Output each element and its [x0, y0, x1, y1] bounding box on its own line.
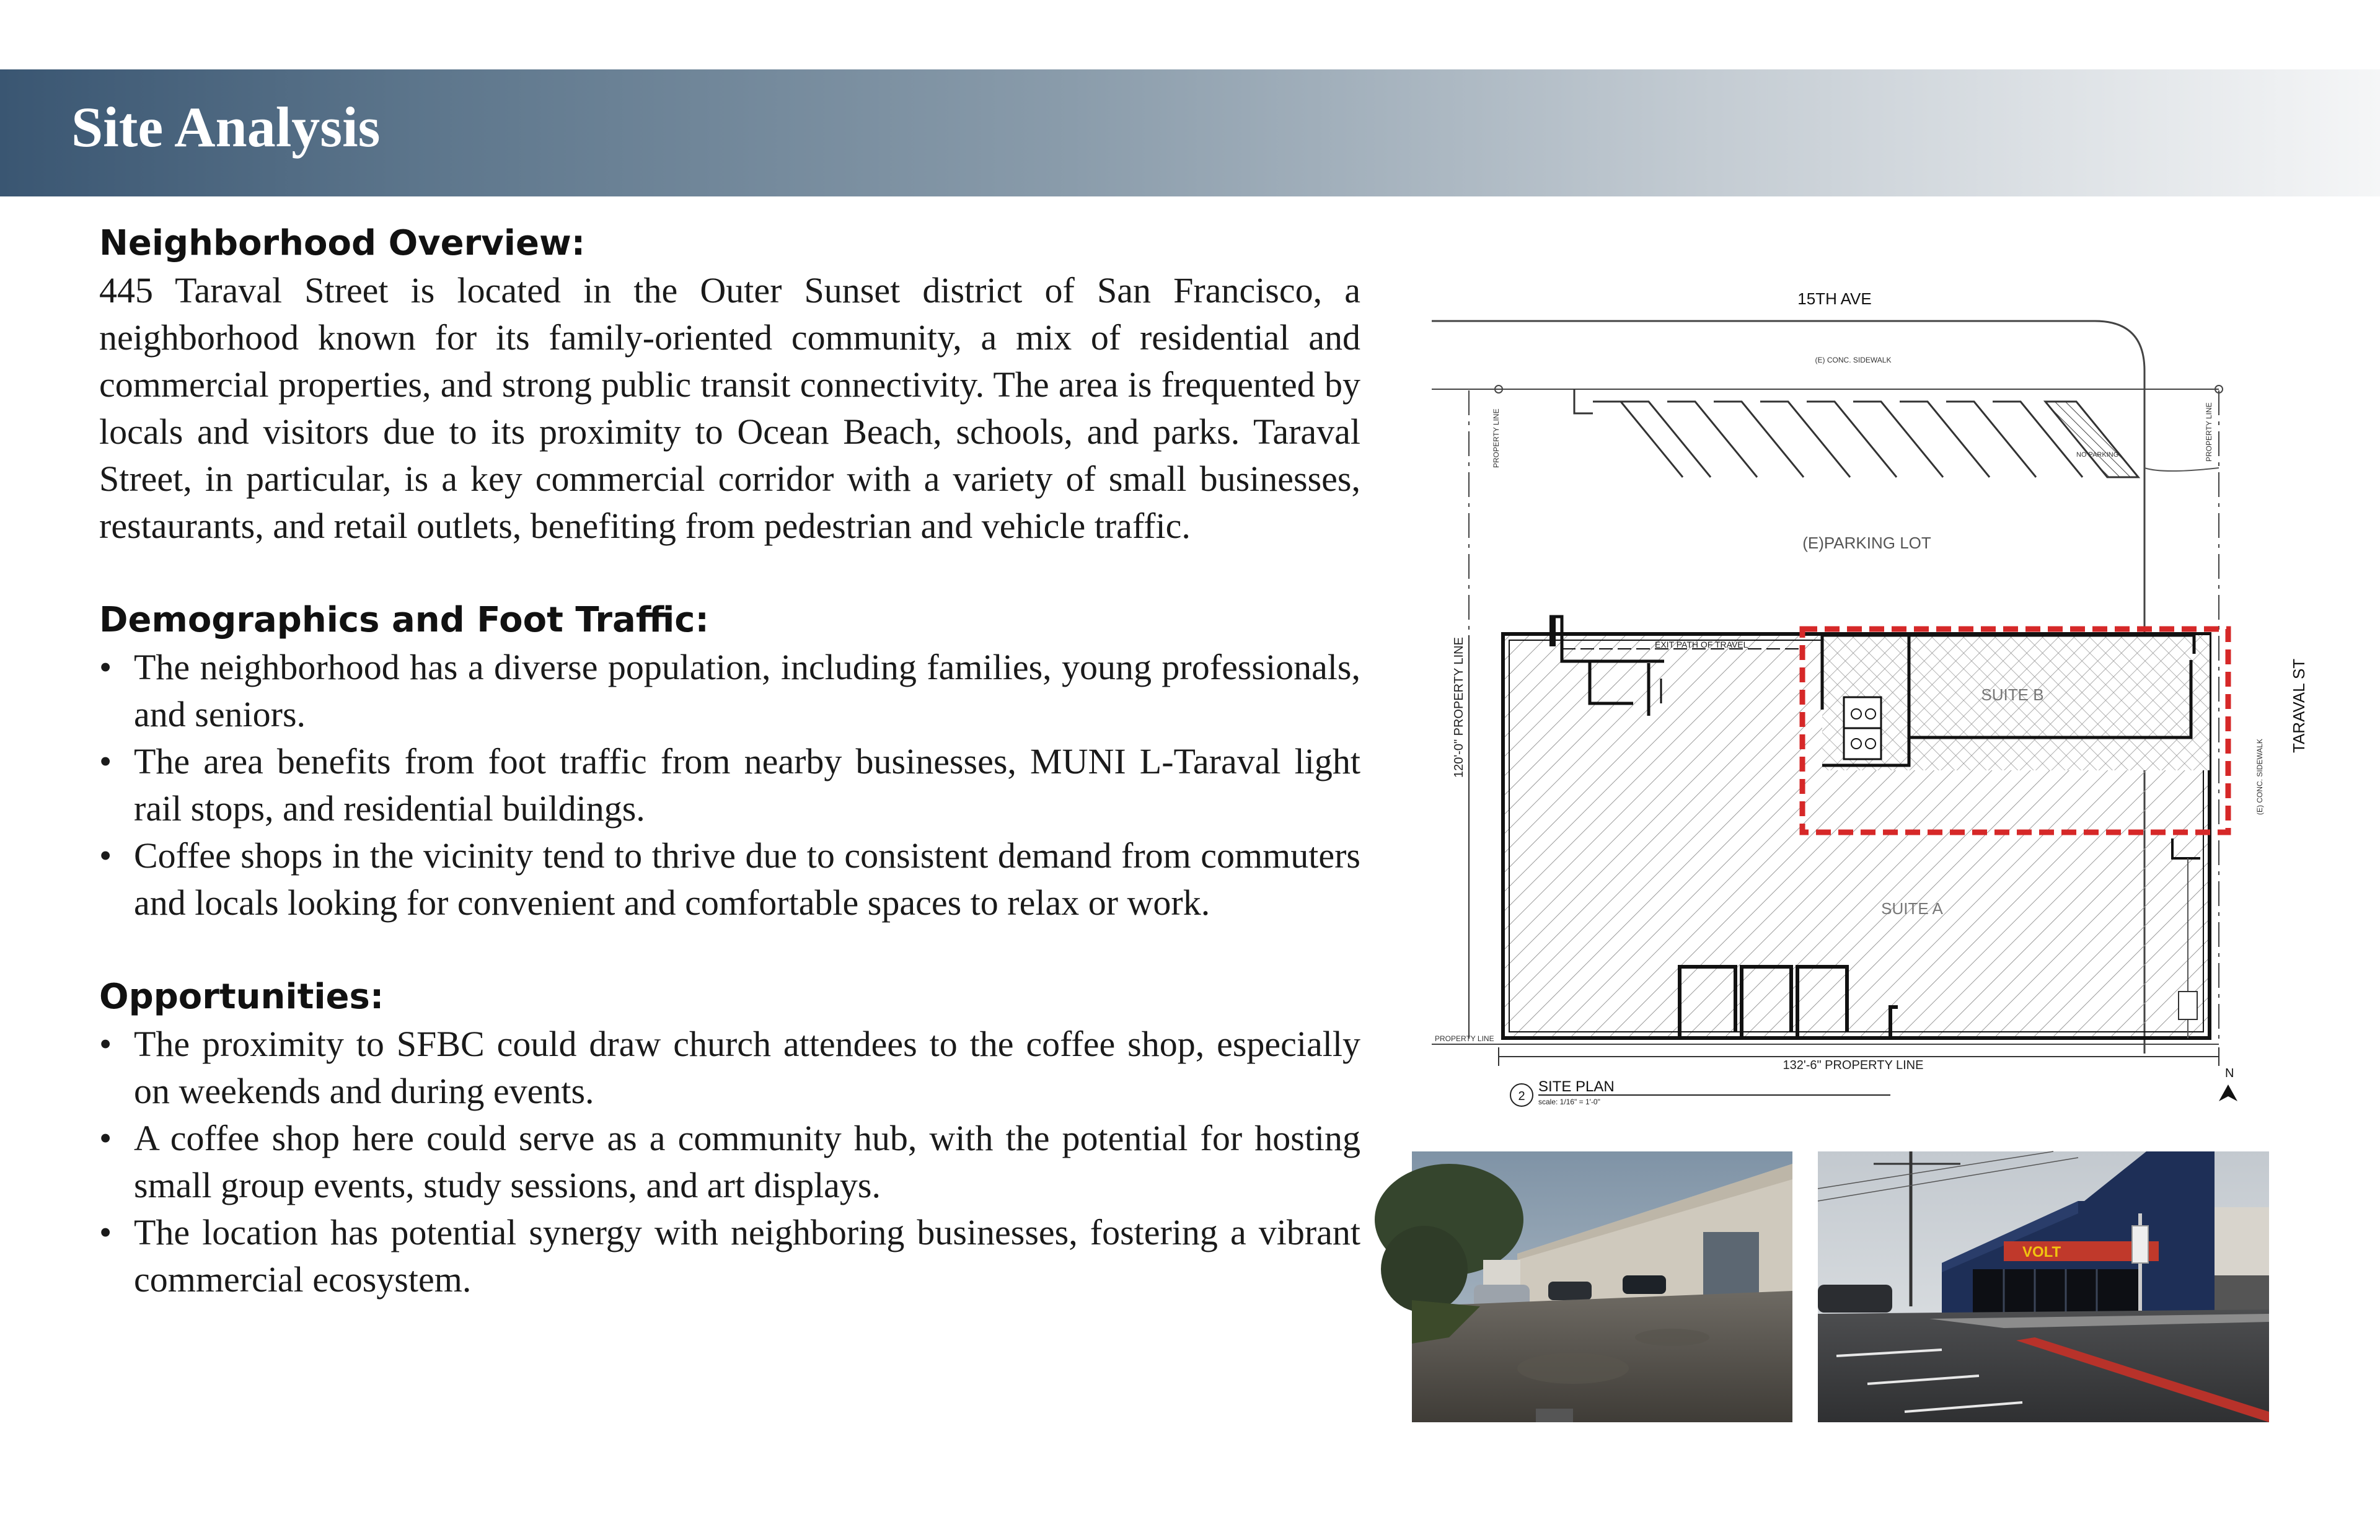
plan-number: 2 — [1518, 1089, 1525, 1103]
demographics-heading: Demographics and Foot Traffic: — [99, 600, 709, 640]
plan-scale: scale: 1/16" = 1'-0" — [1538, 1098, 1600, 1106]
opportunities-list — [99, 1021, 1360, 1303]
north-arrow-icon — [2219, 1085, 2237, 1101]
street-label-top: 15TH AVE — [1797, 289, 1872, 308]
parking-lot-label: (E)PARKING LOT — [1802, 534, 1931, 552]
storefront-sign: VOLT — [2022, 1244, 2061, 1261]
exit-path-label: EXIT PATH OF TRAVEL — [1655, 640, 1748, 649]
demographics-list — [99, 644, 1360, 926]
list-item: • The neighborhood has a diverse population, including families, young professionals, and seniors. — [99, 644, 1360, 738]
no-parking-label: NO PARKING — [2076, 451, 2119, 459]
opportunities-heading: Opportunities: — [99, 977, 384, 1017]
list-item: • The area benefits from foot traffic from nearby businesses, MUNI L-Taraval light rail stops, and residential buildings. — [99, 738, 1360, 832]
sidewalk-label-top: (E) CONC. SIDEWALK — [1815, 356, 1892, 364]
suite-a-label: SUITE A — [1881, 899, 1943, 918]
north-label: N — [2225, 1067, 2234, 1080]
plan-title: SITE PLAN — [1538, 1078, 1615, 1095]
sidewalk-label-right: (E) CONC. SIDEWALK — [2255, 739, 2264, 815]
page-title: Site Analysis — [71, 95, 381, 159]
property-line-label: PROPERTY LINE — [1492, 408, 1501, 468]
property-line-label: PROPERTY LINE — [1435, 1034, 1494, 1043]
overview-body: 445 Taraval Street is located in the Outer Sunset district of San Francisco, a neighborhood known for its family-oriented community, a mix of residential and commercial properties, and strong public transit connectivity. The area is frequented by locals and visitors due to its proximity to Ocean Beach, schools, and parks. Taraval Street, in particular, is a key commercial corridor with a variety of small businesses, restaurants, and retail outlets, benefiting from pedestrian and vehicle traffic. — [99, 270, 1360, 546]
bottom-dimension-label: 132'-6" PROPERTY LINE — [1783, 1058, 1924, 1072]
list-item: • A coffee shop here could serve as a community hub, with the potential for hosting small group events, study sessions, and art displays. — [99, 1115, 1360, 1209]
left-dimension-label: 120'-0" PROPERTY LINE — [1452, 637, 1466, 778]
property-line-label: PROPERTY LINE — [2205, 402, 2213, 462]
list-item: • The location has potential synergy with neighboring businesses, fostering a vibrant commercial ecosystem. — [99, 1209, 1360, 1303]
list-item: • Coffee shops in the vicinity tend to thrive due to consistent demand from commuters and locals looking for convenient and comfortable spaces to relax or work. — [99, 832, 1360, 926]
storefront-photo — [1818, 1151, 2269, 1422]
street-label-right: TARAVAL ST — [2290, 658, 2308, 753]
list-item: • The proximity to SFBC could draw church attendees to the coffee shop, especially on weekends and during events. — [99, 1021, 1360, 1115]
parking-lot-photo — [1412, 1151, 1792, 1422]
suite-b-label: SUITE B — [1981, 685, 2044, 704]
header-banner — [0, 69, 2380, 196]
site-plan — [1419, 282, 2308, 1115]
overview-heading: Neighborhood Overview: — [99, 223, 586, 263]
text-column — [99, 220, 1360, 1303]
